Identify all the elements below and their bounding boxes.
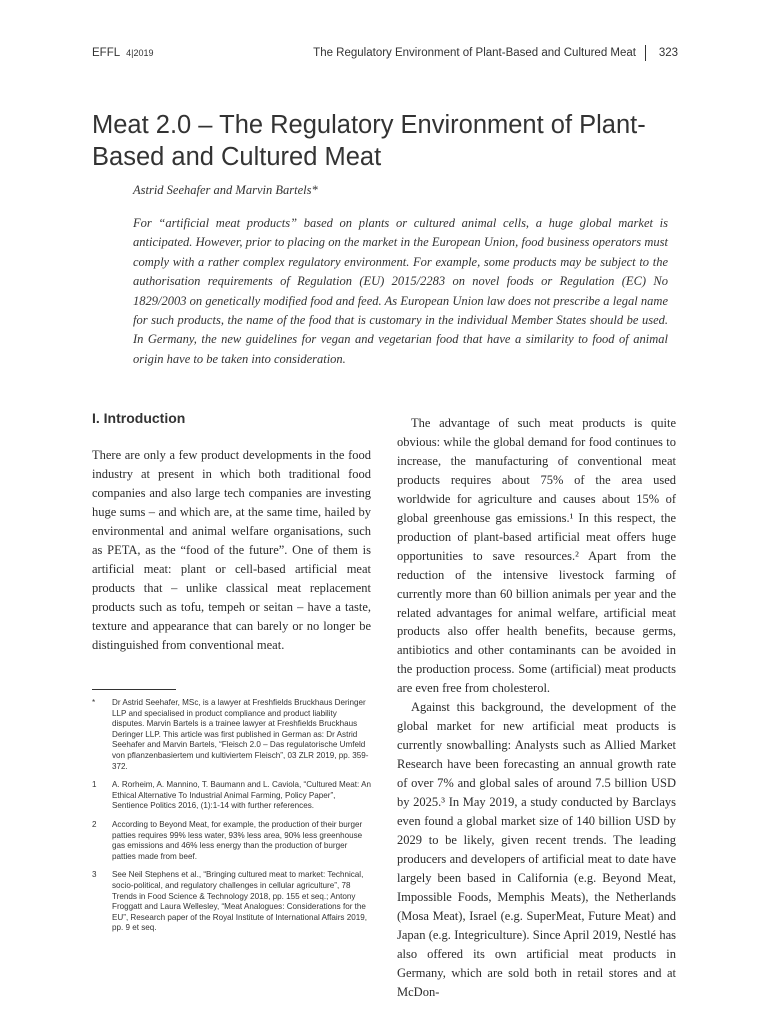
right-column xyxy=(397,414,676,1002)
left-column xyxy=(92,446,371,654)
body-paragraph: The advantage of such meat products is quite obvious: while the global demand for food continues to increase, the manufacturing of conventional meat products requires about 75% of the area used worldwide for agriculture and causes about 15% of global greenhouse gas emissions.¹ In this respect, the production of plant-based artificial meat offers huge opportunities to save resources.² Apart from the reduction of the intensive livestock farming of currently more than 60 billion animals per year and the related advantages for animal welfare, artificial meat products also offer health benefits, because germs, antibiotics and other contaminants can be avoided in the production process. Some (artificial) meat products are even free from cholesterol. xyxy=(397,416,676,696)
footnotes xyxy=(92,698,371,942)
body-paragraph: Against this background, the development of the global market for new artificial meat products is currently snowballing: Analysts such as Allied Market Research have been forecasting an annual growth rate of over 7% and global sales of around 7.5 billion USD by 2025.³ In May 2019, a study conducted by Barclays even found a global market size of 140 billion USD by 2029 to be likely, given recent trends. The leading producers and developers of artificial meat to date have largely been based in California (e.g. Beyond Meat, Impossible Foods, Memphis Meats), the Netherlands (Mosa Meat), Israel (e.g. SuperMeat, Future Meat) and Japan (e.g. Integriculture). Since April 2019, Nestlé has also offered its own artificial meat products in Germany, which are sold both in retail stores and at McDon- xyxy=(397,700,676,999)
footnote xyxy=(92,780,371,812)
footnote xyxy=(92,820,371,862)
footnote-text: A. Rorheim, A. Mannino, T. Baumann and L. Caviola, “Cultured Meat: An Ethical Alternative To Industrial Animal Farming, Policy Paper”, Sentience Politics 2016, (1):1-14 with further references. xyxy=(112,780,371,811)
footnote-text: Dr Astrid Seehafer, MSc, is a lawyer at Freshfields Bruckhaus Deringer LLP and specialised in product compliance and product liability disputes. Marvin Bartels is a trainee lawyer at Freshfields Bruckhaus Deringer LLP. This article was first published in German as: Dr Astrid Seehafer and Marvin Bartels, “Fleisch 2.0 – Das regulatorische Umfeld von pflanzenbasiertem und kultiviertem Fleisch”, 03 ZLR 2019, pp. 359-372. xyxy=(112,698,369,771)
article-authors: Astrid Seehafer and Marvin Bartels* xyxy=(133,183,318,197)
footnote xyxy=(92,698,371,772)
footnote-divider xyxy=(92,689,176,690)
page-number: 323 xyxy=(658,47,678,59)
issue-number: 4|2019 xyxy=(126,48,154,58)
article-abstract: For “artificial meat products” based on plants or cultured animal cells, a huge global market is anticipated. However, prior to placing on the market in the European Union, food business operators must comply with a rather complex regulatory environment. For example, some products may be subject to the authorisation requirements of Regulation (EU) 2015/2283 on novel foods or Regulation (EC) No 1829/2003 on genetically modified food and feed. As European Union law does not prescribe a legal name for such products, the name of the food that is customary in the individual Member States should be used. In Germany, the new guidelines for vegan and vegetarian food that have a similarity to food of animal origin have to be taken into consideration. xyxy=(133,216,668,366)
body-paragraph: There are only a few product developments in the food industry at present in which both traditional food companies and also large tech companies are investing huge sums – and which are, at the same time, hailed by environmental and animal welfare organisations, such as PETA, as the “food of the future”. One of them is artificial meat: plant or cell-based artificial meat products that – unlike classical meat replacement products such as tofu, tempeh or seitan – have a taste, texture and appearance that can barely or no longer be distinguished from conventional meat. xyxy=(92,448,371,652)
journal-name xyxy=(92,47,154,59)
article-title: Meat 2.0 – The Regulatory Environment of Plant-Based and Cultured Meat xyxy=(92,111,646,171)
footnote-text: According to Beyond Meat, for example, the production of their burger patties requires 99% less water, 93% less area, 90% less greenhouse gas emissions and 46% less energy than the production of burger patties made from beef. xyxy=(112,819,363,861)
journal-abbrev: EFFL xyxy=(92,47,121,59)
footnote-mark: 2 xyxy=(92,819,97,829)
footnote-mark: 3 xyxy=(92,870,97,880)
footnote xyxy=(92,870,371,934)
header-divider xyxy=(645,45,646,61)
section-heading: I. Introduction xyxy=(92,410,186,426)
footnote-text: See Neil Stephens et al., “Bringing cultured meat to market: Technical, socio-political, and regulatory challenges in cellular agriculture”, 78 Trends in Food Science & Technology 2018, pp. 155 et seq.; Antony Froggatt and Laura Wellesley, “Meat Analogues: Considerations for the EU”, Research paper of the Royal Institute of International Affairs 2019, pp. 9 et seq. xyxy=(112,870,367,933)
footnote-mark: 1 xyxy=(92,780,97,790)
footnote-mark: * xyxy=(92,698,96,707)
running-title: The Regulatory Environment of Plant-Based and Cultured Meat xyxy=(313,47,636,59)
